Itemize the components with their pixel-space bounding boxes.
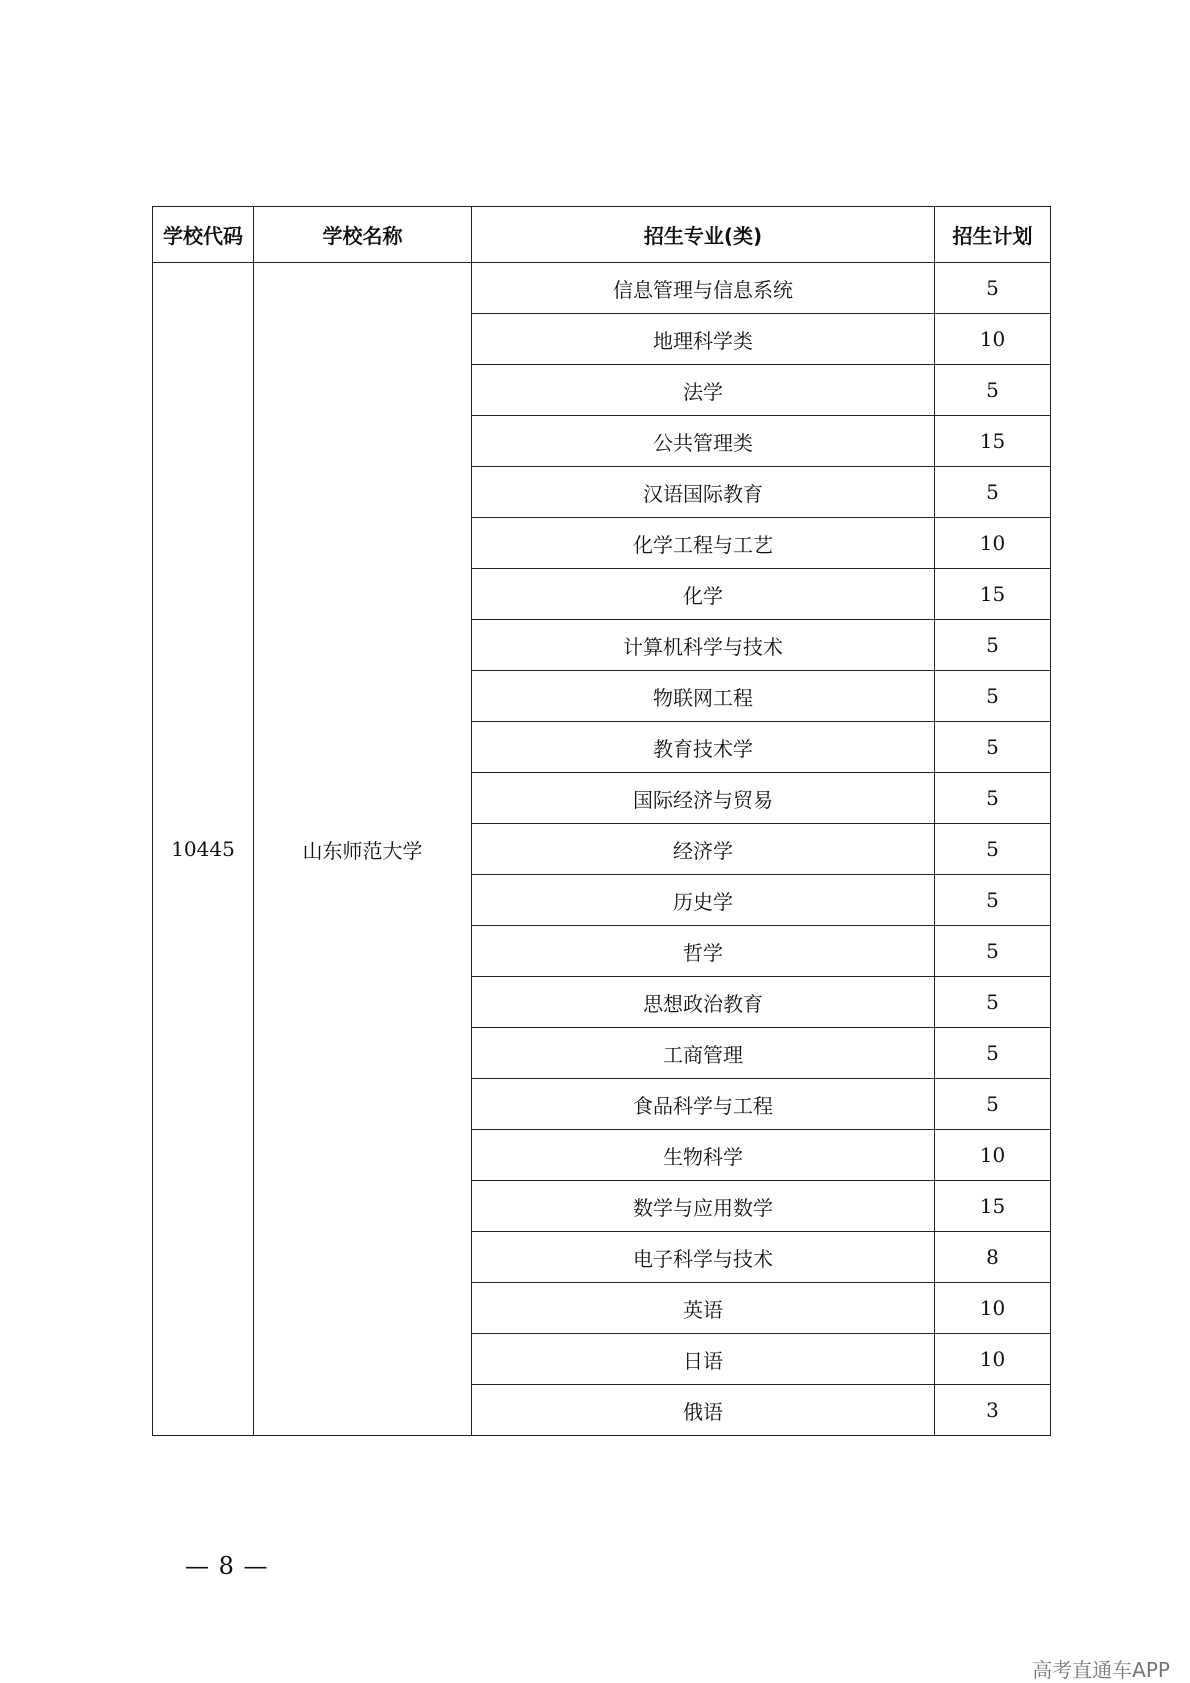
table-row [153, 263, 1051, 314]
plan-cell: 5 [935, 365, 1051, 416]
plan-cell: 5 [935, 875, 1051, 926]
major-cell: 哲学 [472, 926, 935, 977]
major-cell: 公共管理类 [472, 416, 935, 467]
plan-cell: 10 [935, 518, 1051, 569]
major-cell: 数学与应用数学 [472, 1181, 935, 1232]
header-school-code: 学校代码 [153, 207, 254, 263]
plan-cell: 10 [935, 1334, 1051, 1385]
major-cell: 历史学 [472, 875, 935, 926]
major-cell: 俄语 [472, 1385, 935, 1436]
major-cell: 地理科学类 [472, 314, 935, 365]
plan-cell: 5 [935, 773, 1051, 824]
major-cell: 汉语国际教育 [472, 467, 935, 518]
watermark-text: 高考直通车APP [1032, 1658, 1170, 1682]
plan-cell: 10 [935, 1130, 1051, 1181]
plan-cell: 5 [935, 671, 1051, 722]
header-major: 招生专业(类) [472, 207, 935, 263]
major-cell: 物联网工程 [472, 671, 935, 722]
major-cell: 化学 [472, 569, 935, 620]
plan-cell: 10 [935, 1283, 1051, 1334]
school-name-cell: 山东师范大学 [254, 263, 472, 1436]
plan-cell: 5 [935, 467, 1051, 518]
major-cell: 工商管理 [472, 1028, 935, 1079]
plan-cell: 15 [935, 569, 1051, 620]
major-cell: 日语 [472, 1334, 935, 1385]
major-cell: 信息管理与信息系统 [472, 263, 935, 314]
major-cell: 电子科学与技术 [472, 1232, 935, 1283]
major-cell: 化学工程与工艺 [472, 518, 935, 569]
plan-cell: 5 [935, 926, 1051, 977]
major-cell: 计算机科学与技术 [472, 620, 935, 671]
header-school-name: 学校名称 [254, 207, 472, 263]
major-cell: 思想政治教育 [472, 977, 935, 1028]
plan-cell: 3 [935, 1385, 1051, 1436]
plan-cell: 5 [935, 620, 1051, 671]
admissions-plan-table [152, 206, 1051, 1436]
plan-cell: 15 [935, 1181, 1051, 1232]
major-cell: 法学 [472, 365, 935, 416]
plan-cell: 10 [935, 314, 1051, 365]
plan-cell: 5 [935, 263, 1051, 314]
table-header-row [153, 207, 1051, 263]
plan-cell: 15 [935, 416, 1051, 467]
plan-cell: 5 [935, 722, 1051, 773]
plan-cell: 5 [935, 1028, 1051, 1079]
header-enrollment-plan: 招生计划 [935, 207, 1051, 263]
table-body [153, 263, 1051, 1436]
major-cell: 经济学 [472, 824, 935, 875]
plan-cell: 8 [935, 1232, 1051, 1283]
major-cell: 教育技术学 [472, 722, 935, 773]
plan-cell: 5 [935, 977, 1051, 1028]
page-number: — 8 — [185, 1552, 269, 1580]
plan-cell: 5 [935, 824, 1051, 875]
major-cell: 英语 [472, 1283, 935, 1334]
major-cell: 生物科学 [472, 1130, 935, 1181]
major-cell: 国际经济与贸易 [472, 773, 935, 824]
major-cell: 食品科学与工程 [472, 1079, 935, 1130]
school-code-cell: 10445 [153, 263, 254, 1436]
plan-cell: 5 [935, 1079, 1051, 1130]
